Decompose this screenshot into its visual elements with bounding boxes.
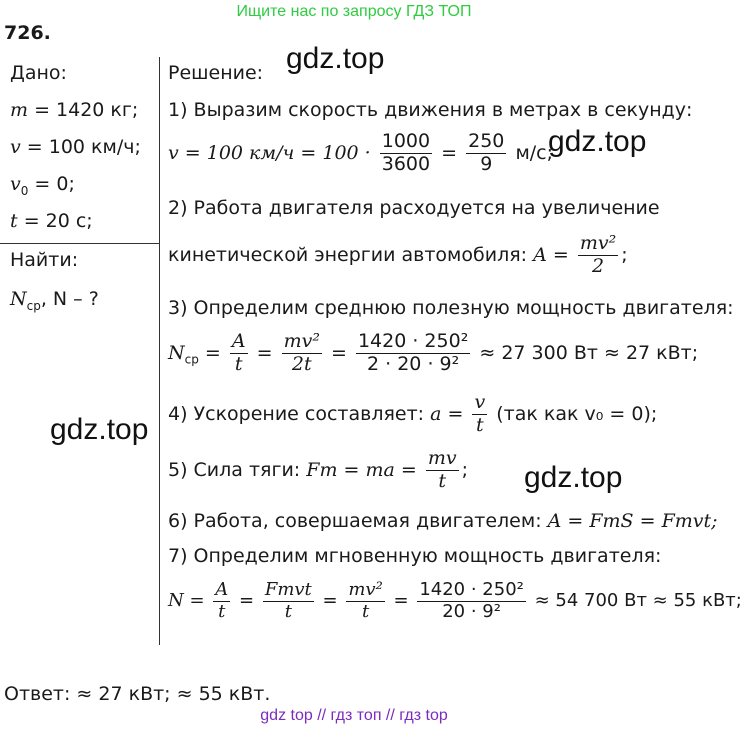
fraction-mv2-2t — [282, 331, 322, 376]
step-6-formula: A = FтS = Fтvt; — [547, 510, 718, 532]
step-7-result: ≈ 54 700 Вт ≈ 55 кВт; — [534, 590, 742, 612]
answer: Ответ: ≈ 27 кВт; ≈ 55 кВт. — [4, 683, 271, 705]
power-symbol: N — [168, 341, 185, 364]
given-speed-value: = 100 км/ч; — [26, 136, 141, 158]
step-6 — [168, 510, 718, 532]
denominator: t — [218, 600, 226, 622]
step-5-formula: Fт = ma = — [306, 458, 417, 481]
watermark-3: gdz.top — [50, 413, 149, 446]
fraction-Fvt-t — [263, 580, 314, 622]
find-quantities-rest: , N – ? — [40, 288, 99, 310]
denominator: 20 · 9² — [442, 600, 501, 622]
step-7-start: N = — [168, 590, 205, 612]
denominator: 2 · 20 · 9² — [367, 352, 460, 375]
fraction-mv2-2 — [578, 233, 618, 278]
numerator: 1420 · 250² — [419, 579, 524, 600]
footer-links: gdz top // гдз топ // гдз top — [260, 707, 448, 724]
step-5-text: 5) Сила тяги: — [168, 458, 301, 481]
step-4 — [168, 392, 657, 437]
fraction-numeric-inst — [417, 580, 526, 622]
numerator: Fтvt — [264, 579, 312, 600]
step-7: 7) Определим мгновенную мощность двигателя: — [168, 545, 662, 567]
denominator: t — [234, 352, 243, 375]
denominator: t — [361, 600, 370, 622]
denominator: 3600 — [381, 152, 431, 175]
denominator: 2 — [591, 254, 605, 277]
denominator: t — [438, 469, 447, 492]
given-title: Дано: — [10, 62, 67, 84]
step-2-formula: A = — [533, 243, 569, 266]
step-1-unit: м/с; — [515, 141, 554, 164]
solution-title: Решение: — [168, 62, 264, 84]
watermark-4: gdz.top — [524, 461, 623, 494]
find-quantities: $N_{ср}$, N – ? — [10, 288, 99, 313]
numerator: 1000 — [381, 130, 431, 152]
numerator: v — [474, 391, 486, 413]
watermark-2: gdz.top — [548, 125, 647, 158]
numerator: 250 — [468, 130, 505, 152]
fraction-A-t — [230, 331, 248, 376]
fraction-1000-3600 — [380, 131, 432, 176]
step-4-formula: a = — [430, 402, 464, 425]
find-title: Найти: — [10, 249, 79, 271]
fraction-250-9 — [466, 131, 506, 176]
power-subscript: ср — [184, 352, 199, 367]
step-2-line-1: 2) Работа двигателя расходуется на увеличение — [168, 197, 660, 219]
step-2-text: кинетической энергии автомобиля: — [168, 243, 528, 266]
denominator: t — [284, 600, 292, 622]
given-initial-speed: $v_0 = 0$; — [10, 173, 75, 198]
numerator: mv² — [283, 330, 320, 352]
step-4-text: 4) Ускорение составляет: — [168, 402, 425, 425]
given-mass: m = 1420 кг; — [10, 99, 139, 121]
given-time: t = 20 с; — [10, 210, 93, 232]
step-1-formula-start: v = 100 км/ч = 100 · — [168, 141, 371, 164]
given-initial-speed-value: = 0; — [34, 173, 75, 195]
equals: = — [441, 141, 458, 164]
search-banner: Ищите нас по запросу ГДЗ ТОП — [236, 3, 472, 20]
given-time-value: = 20 с; — [23, 210, 93, 232]
numerator: mv² — [348, 579, 383, 600]
given-mass-value: = 1420 кг; — [34, 99, 139, 121]
watermark-1: gdz.top — [286, 42, 385, 75]
fraction-mv2-t — [346, 580, 384, 622]
step-2-line-2: кинетической энергии автомобиля: A = $\frac{\text{mv²}}{2}$ ; — [168, 232, 628, 277]
given-divider — [0, 243, 160, 244]
given-speed: v = 100 км/ч; — [10, 136, 141, 158]
numerator: A — [231, 330, 246, 352]
numerator: mv — [427, 447, 457, 469]
fraction-v-t — [472, 392, 487, 437]
numerator: mv² — [579, 232, 617, 254]
numerator: 1420 · 250² — [357, 330, 469, 352]
denominator: 2t — [291, 352, 312, 375]
fraction-mv-t — [426, 448, 459, 493]
step-7-formula: N = $\frac{A}{t}$ = $\frac{\text{Fтvt}}{t}$ = $\frac{\text{mv²}}{t}$ = $\frac{\text{1420 · 250²}}{\text{20 · 9²}}$ ≈ 54 700 Вт ≈ 55 кВт; — [168, 579, 742, 622]
step-4-note: (так как v₀ = 0); — [496, 402, 658, 425]
problem-number: 726. — [4, 22, 51, 44]
denominator: 9 — [480, 152, 493, 175]
step-3-formula: $N_{ср}$ = $\frac{A}{t}$ = $\frac{\text{mv²}}{2t}$ = $\frac{\text{1420 · 250²}}{\text{2 · 20 · 9²}}$ ≈ 27 300 Вт ≈ 27 кВт; — [168, 330, 699, 375]
fraction-numeric-avg — [356, 331, 470, 376]
step-5: 5) Сила тяги: Fт = ma = $\frac{mv}{t}$ ; — [168, 447, 468, 492]
step-1-formula — [168, 131, 553, 176]
given-solution-divider — [159, 57, 160, 645]
denominator: t — [476, 413, 484, 436]
step-3-result: ≈ 27 300 Вт ≈ 27 кВт; — [479, 341, 699, 364]
step-1: 1) Выразим скорость движения в метрах в секунду: — [168, 99, 693, 121]
step-6-text: 6) Работа, совершаемая двигателем: — [168, 510, 542, 532]
fraction-A-t-2 — [213, 580, 230, 622]
numerator: A — [215, 579, 229, 600]
step-3: 3) Определим среднюю полезную мощность двигателя: — [168, 297, 734, 319]
